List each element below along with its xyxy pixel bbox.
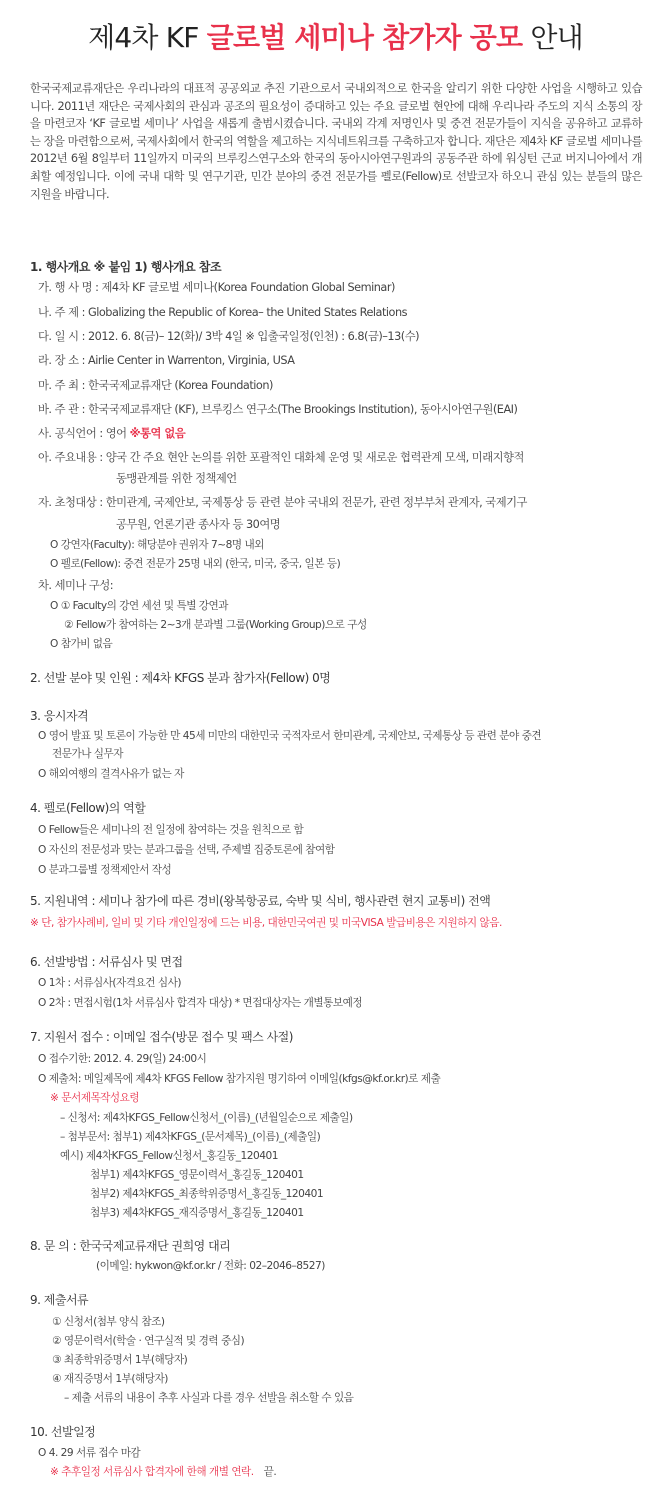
overview-item: 아. 주요내용 : 양국 간 주요 현안 논의를 위한 포괄적인 대화체 운영 및 새로운 협력관계 모색, 미래지향적 [38, 451, 524, 464]
doc-title-example-item: 첨부2) 제4차KFGS_최종학위증명서_홍길동_120401 [90, 1188, 324, 1200]
document-item: ④ 재직증명서 1부(해당자) [52, 1373, 168, 1385]
overview-item-cont: 동맹관계를 위한 정책제언 [116, 472, 237, 485]
intro-paragraph: 한국국제교류재단은 우리나라의 대표적 공공외교 추진 기관으로서 국내외적으로 한국을 알리기 위한 다양한 사업을 시행하고 있습니다. 2011년 재단은 국제사회의 관심과 공조의 필요성이 증대하고 있는 주요 글로벌 현안에 대해 우리나라 주도의 지식 소통의 장을 마련코자 ‘KF 글로벌 세미나’ 사업을 새롭게 출범시켰습니다. 국내외 각계 저명인사 및 중견 전문가들이 지식을 공유하고 교류하는 장을 마련함으로써, 국제사회에서 한국의 역할을 제고하는 지식네트워크를 구축하고자 합니다. 재단은 제4차 KF 글로벌 세미나를 2012년 6월 8일부터 11일까지 미국의 브루킹스연구소와 한국의 동아시아연구원과의 공동주관 하에 워싱턴 근교 버지니아에서 개최할 예정입니다. 이에 국내 대학 및 연구기관, 민간 분야의 중견 전문가를 펠로(Fellow)로 선발코자 하오니 관심 있는 분들의 많은 지원을 바랍니다. [30, 82, 643, 201]
overview-item: 다. 일 시 : 2012. 6. 8(금)– 12(화)/ 3박 4일 ※ 입출국일정(인천) : 6.8(금)–13(수) [38, 330, 420, 343]
document-note: – 제출 서류의 내용이 추후 사실과 다를 경우 선발을 취소할 수 있음 [64, 1392, 354, 1404]
application-deadline: O 접수기한: 2012. 4. 29(일) 24:00시 [38, 1053, 207, 1065]
doc-title-example: 예시) 제4차KFGS_Fellow신청서_홍길동_120401 [60, 1150, 278, 1162]
section-2-heading: 2. 선발 분야 및 인원 : 제4차 KFGS 분과 참가자(Fellow) 0명 [30, 671, 331, 685]
section-10-heading: 10. 선발일정 [30, 1425, 96, 1439]
section-7-heading: 7. 지원서 접수 : 이메일 접수(방문 접수 및 팩스 사절) [30, 1030, 293, 1044]
language-label: 사. 공식언어 : 영어 [38, 427, 130, 440]
composition-item: O 참가비 없음 [50, 638, 113, 650]
document-item: ① 신청서(첨부 양식 참조) [52, 1316, 165, 1328]
target-sub-item: O 강연자(Faculty): 해당분야 권위자 7~8명 내외 [50, 539, 264, 551]
title-suffix: 안내 [522, 21, 583, 54]
role-item: O Fellow들은 세미나의 전 일정에 참여하는 것을 원칙으로 함 [38, 824, 304, 836]
eligibility-item-cont: 전문가나 실무자 [52, 748, 124, 760]
eligibility-item: O 영어 발표 및 토론이 가능한 만 45세 미만의 대한민국 국적자로서 한미관계, 국제안보, 국제통상 등 관련 분야 중견 [38, 730, 542, 742]
role-item: O 분과그룹별 정책제안서 작성 [38, 864, 172, 876]
doc-title-rule: – 신청서: 제4차KFGS_Fellow신청서_(이름)_(년월일순으로 제출일) [60, 1112, 353, 1124]
section-5-heading: 5. 지원내역 : 세미나 참가에 따른 경비(왕복항공료, 숙박 및 식비, 행사관련 현지 교통비) 전액 [30, 894, 491, 908]
selection-item: O 1차 : 서류심사(자격요건 심사) [38, 977, 181, 989]
section-3-heading: 3. 응시자격 [30, 709, 89, 723]
document-item: ② 영문이력서(학술 · 연구실적 및 경력 중심) [52, 1335, 245, 1347]
overview-item [38, 425, 185, 441]
overview-item: 라. 장 소 : Airlie Center in Warrenton, Virginia, USA [38, 354, 295, 367]
document-item: ③ 최종학위증명서 1부(해당자) [52, 1354, 188, 1366]
schedule-note-text: ※ 추후일정 서류심사 합격자에 한해 개별 연락. [50, 1466, 254, 1478]
page-title [0, 16, 671, 56]
selection-item: O 2차 : 면접시험(1차 서류심사 합격자 대상) * 면접대상자는 개별통보예정 [38, 997, 363, 1009]
end-mark: 끝. [263, 1466, 277, 1478]
eligibility-item: O 해외여행의 결격사유가 없는 자 [38, 768, 184, 780]
application-submit: O 제출처: 메일제목에 제4차 KFGS Fellow 참가지원 명기하여 이메일(kfgs@kf.or.kr)로 제출 [38, 1073, 441, 1085]
overview-item: 가. 행 사 명 : 제4차 KF 글로벌 세미나(Korea Foundation Global Seminar) [38, 281, 395, 294]
role-item: O 자신의 전문성과 맞는 분과그룹을 선택, 주제별 집중토론에 참여함 [38, 844, 335, 856]
composition-item: O ① Faculty의 강연 세션 및 특별 강연과 [50, 600, 228, 612]
schedule-note [50, 1464, 276, 1479]
section-9-heading: 9. 제출서류 [30, 1293, 89, 1307]
doc-title-rule-heading: ※ 문서제목작성요령 [50, 1092, 140, 1104]
overview-item: 차. 세미나 구성: [38, 579, 114, 592]
overview-item: 나. 주 제 : Globalizing the Republic of Korea– the United States Relations [38, 306, 408, 319]
title-prefix: 제4차 KF [88, 21, 207, 54]
section-6-heading: 6. 선발방법 : 서류심사 및 면접 [30, 955, 183, 969]
doc-title-rule: – 첨부문서: 첨부1) 제4차KFGS_(문서제목)_(이름)_(제출일) [60, 1131, 321, 1143]
title-highlight: 글로벌 세미나 참가자 공모 [206, 21, 523, 54]
doc-title-example-item: 첨부3) 제4차KFGS_재직증명서_홍길동_120401 [90, 1207, 304, 1219]
composition-item: ② Fellow가 참여하는 2∼3개 분과별 그룹(Working Group)으로 구성 [64, 619, 367, 631]
support-exclusion-note: ※ 단, 참가사례비, 일비 및 기타 개인일정에 드는 비용, 대한민국여권 및 미국VISA 발급비용은 지원하지 않음. [30, 917, 502, 929]
section-8-heading: 8. 문 의 : 한국국제교류재단 권희영 대리 [30, 1239, 231, 1253]
contact-info: (이메일: hykwon@kf.or.kr / 전화: 02–2046–8527) [96, 1260, 325, 1272]
schedule-item: O 4. 29 서류 접수 마감 [38, 1447, 141, 1459]
no-interpretation-note: ※통역 없음 [129, 427, 186, 440]
overview-item: 바. 주 관 : 한국국제교류재단 (KF), 브루킹스 연구소(The Brookings Institution), 동아시아연구원(EAI) [38, 403, 518, 416]
overview-item-cont: 공무원, 언론기관 종사자 등 30여명 [116, 518, 281, 531]
section-1-heading: 1. 행사개요 ※ 붙임 1) 행사개요 참조 [30, 260, 222, 274]
target-sub-item: O 펠로(Fellow): 중견 전문가 25명 내외 (한국, 미국, 중국, 일본 등) [50, 558, 341, 570]
doc-title-example-item: 첨부1) 제4차KFGS_영문이력서_홍길동_120401 [90, 1169, 304, 1181]
overview-item: 마. 주 최 : 한국국제교류재단 (Korea Foundation) [38, 379, 273, 392]
section-4-heading: 4. 펠로(Fellow)의 역할 [30, 801, 146, 815]
overview-item: 자. 초청대상 : 한미관계, 국제안보, 국제통상 등 관련 분야 국내외 전문가, 관련 정부부처 관계자, 국제기구 [38, 496, 527, 509]
